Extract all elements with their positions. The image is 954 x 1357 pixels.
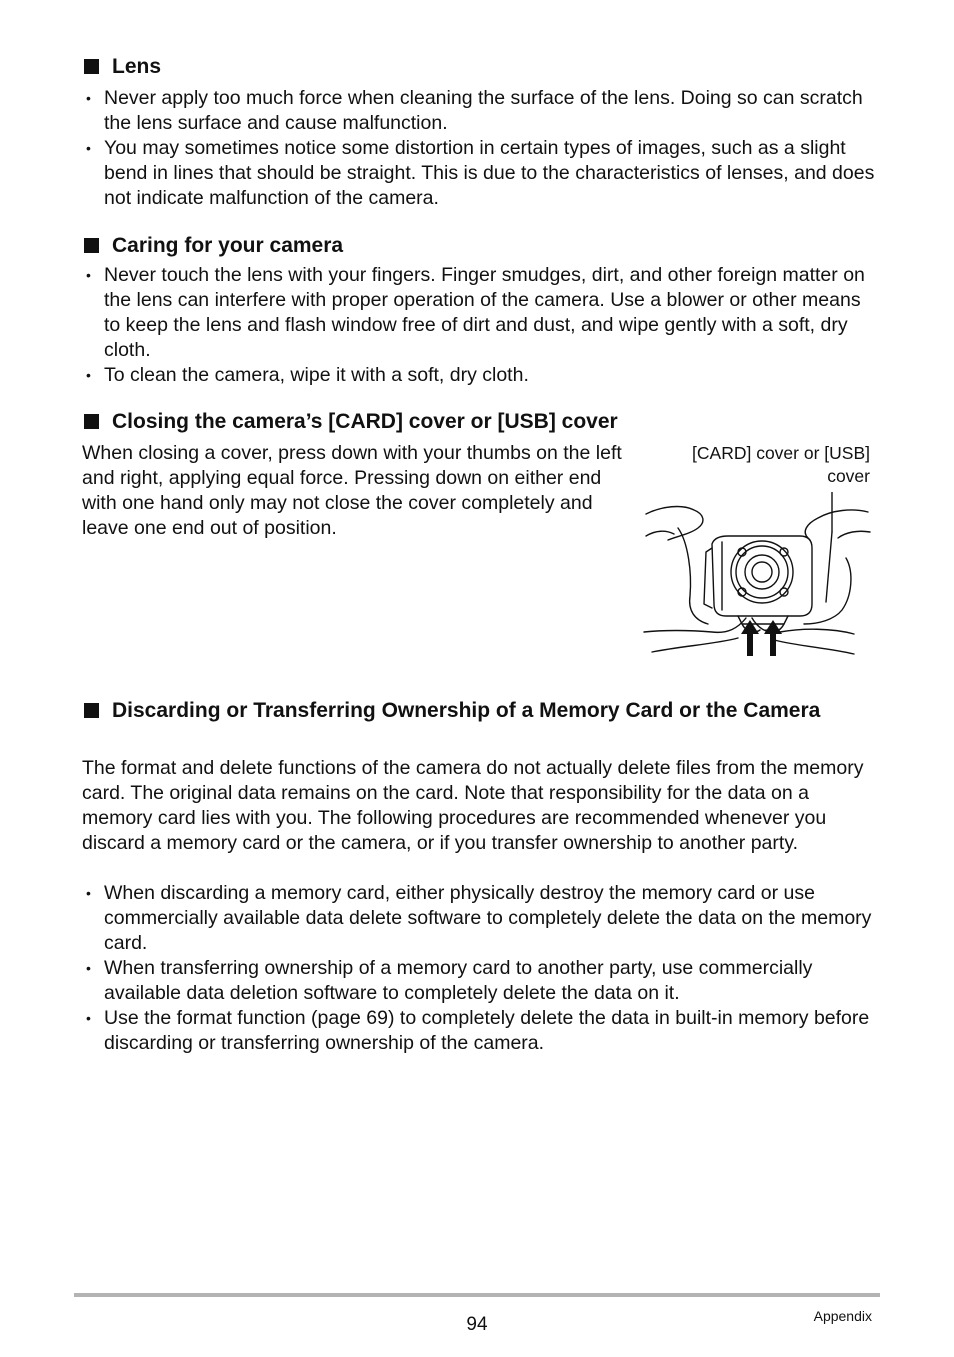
footer-divider (74, 1293, 880, 1297)
section-title-text: Discarding or Transferring Ownership of a Memory Card or the Camera (112, 699, 821, 722)
section-title-text: Lens (112, 55, 162, 78)
list-item: • Use the format function (page 69) to completely delete the data in built-in memory before discarding or transferring ownership of the camera. (82, 1006, 882, 1056)
section-title-lens (84, 53, 161, 80)
square-bullet-icon (84, 414, 99, 429)
footer-section-label: Appendix (813, 1308, 872, 1324)
list-item: • When transferring ownership of a memory card to another party, use commercially available data deletion software to completely delete the data on it. (82, 956, 882, 1006)
square-bullet-icon (84, 238, 99, 253)
caring-bullet-list (82, 263, 882, 388)
square-bullet-icon (84, 59, 99, 74)
discarding-bullet-list (82, 881, 882, 1056)
list-item: • To clean the camera, wipe it with a soft, dry cloth. (82, 363, 882, 388)
list-item: • You may sometimes notice some distortion in certain types of images, such as a slight bend in lines that should be straight. This is due to the characteristics of lenses, and does not indicate malfunction of the camera. (82, 136, 882, 211)
list-item: • Never touch the lens with your fingers. Finger smudges, dirt, and other foreign matter on the lens can interfere with proper operation of the camera. Use a blower or other means to keep the lens and flash window free of dirt and dust, and wipe gently with a soft, dry cloth. (82, 263, 882, 363)
closing-body-text: When closing a cover, press down with your thumbs on the left and right, applying equal force. Pressing down on either end with one hand only may not close the cover completely and leave one end out of position. (82, 442, 622, 539)
section-title-closing (84, 408, 618, 435)
lens-bullet-list (82, 86, 882, 211)
page-number: 94 (466, 1314, 488, 1335)
section-title-caring (84, 232, 343, 259)
section-title-text: Closing the camera’s [CARD] cover or [USB] cover (112, 410, 618, 433)
illustration-caption: [CARD] cover or [USB] cover (692, 443, 870, 486)
section-title-text: Caring for your camera (112, 234, 344, 257)
list-item: • When discarding a memory card, either physically destroy the memory card or use commercially available data delete software to completely delete the data on the memory card. (82, 881, 882, 956)
list-item: • Never apply too much force when cleaning the surface of the lens. Doing so can scratch the lens surface and cause malfunction. (82, 86, 882, 136)
section-title-discarding (84, 697, 864, 724)
camera-cover-illustration (642, 492, 874, 660)
square-bullet-icon (84, 703, 99, 718)
discarding-body-text: The format and delete functions of the camera do not actually delete files from the memory card. The original data remains on the card. Note that responsibility for the data on a memory card lies with you. The following procedures are recommended whenever you discard a memory card or the camera, or if you transfer ownership to another party. (82, 757, 864, 854)
